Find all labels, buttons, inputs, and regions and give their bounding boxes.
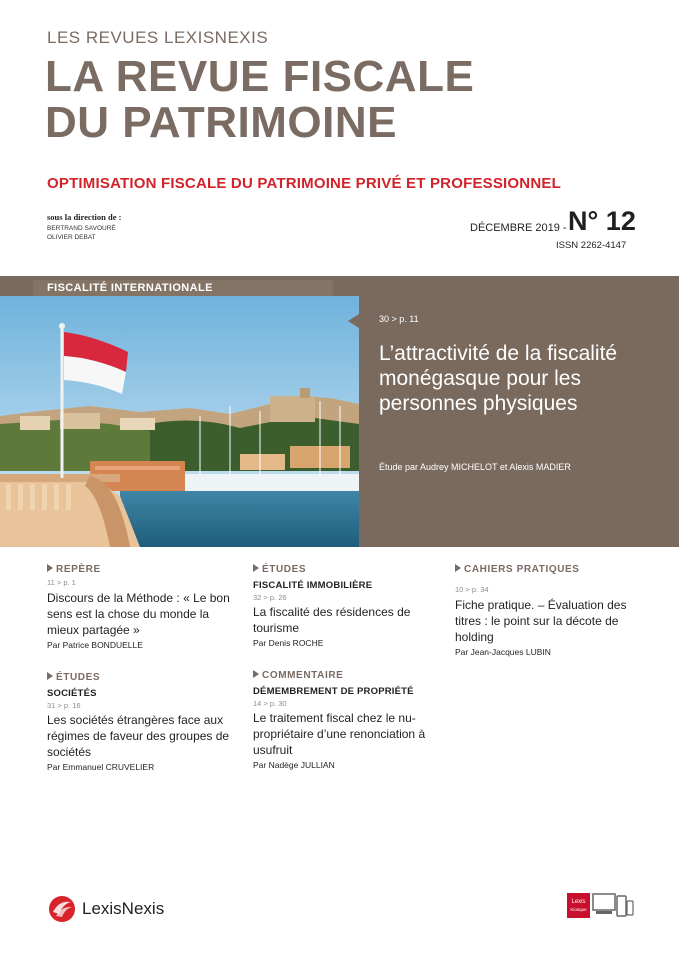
article-title: Le traitement fiscal chez le nu-propriétaire d’une renonciation à usufruit	[253, 711, 426, 757]
article-ref: 31 > p. 16	[47, 701, 81, 710]
section-heading: COMMENTAIRE	[253, 670, 433, 681]
publisher-name: LexisNexis	[82, 899, 165, 918]
devices-icon	[592, 893, 634, 919]
issue-date: DÉCEMBRE 2019 -	[470, 222, 567, 234]
article-cahiers-pratiques[interactable]	[455, 564, 635, 657]
article-fiscalite-immobiliere[interactable]	[253, 564, 433, 648]
feature-author: Étude par Audrey MICHELOT et Alexis MADIER	[379, 462, 571, 472]
article-repere[interactable]	[47, 564, 237, 650]
monaco-photo	[0, 296, 359, 547]
article-title: Les sociétés étrangères face aux régimes de faveur des groupes de sociétés	[47, 713, 230, 759]
series-name: LES REVUES LEXISNEXIS	[47, 28, 269, 47]
feature-section: FISCALITÉ INTERNATIONALE	[47, 282, 213, 294]
article-title: Discours de la Méthode : « Le bon sens est la chose du monde la mieux partagée »	[47, 591, 230, 637]
article-ref: 10 > p. 34	[455, 585, 489, 594]
section-heading: ÉTUDES	[47, 672, 237, 683]
article-author: Par Patrice BONDUELLE	[47, 640, 143, 650]
triangle-icon	[253, 564, 259, 572]
section-heading: ÉTUDES	[253, 564, 433, 575]
triangle-icon	[47, 672, 53, 680]
journal-subtitle: OPTIMISATION FISCALE DU PATRIMOINE PRIVÉ ET PROFESSIONNEL	[47, 175, 561, 192]
article-author: Par Nadège JULLIAN	[253, 760, 335, 770]
monaco-harbour-illustration	[0, 296, 359, 547]
kiosque-line-1: Lexis	[571, 899, 586, 905]
feature-ref: 30 > p. 11	[379, 314, 419, 324]
article-rubric: FISCALITÉ IMMOBILIÈRE	[253, 580, 373, 591]
triangle-icon	[47, 564, 53, 572]
article-ref: 11 > p. 1	[47, 578, 76, 587]
article-title: Fiche pratique. – Évaluation des titres : le point sur la décote de holding	[455, 598, 627, 644]
directors	[47, 224, 116, 242]
director-name: OLIVIER DEBAT	[47, 234, 96, 241]
section-heading: CAHIERS PRATIQUES	[455, 564, 635, 575]
direction-label: sous la direction de :	[47, 212, 122, 222]
lexisnexis-logo-icon	[47, 894, 77, 924]
article-rubric: DÉMEMBREMENT DE PROPRIÉTÉ	[253, 686, 414, 697]
title-line-2: DU PATRIMOINE	[45, 98, 397, 147]
article-rubric: SOCIÉTÉS	[47, 688, 97, 699]
issn: ISSN 2262-4147	[556, 240, 627, 251]
article-author: Par Denis ROCHE	[253, 638, 324, 648]
director-name: BERTRAND SAVOURÉ	[47, 225, 116, 232]
article-author: Par Jean-Jacques LUBIN	[455, 647, 551, 657]
article-ref: 32 > p. 26	[253, 593, 287, 602]
feature-panel	[359, 296, 679, 547]
triangle-icon	[253, 670, 259, 678]
triangle-icon	[455, 564, 461, 572]
article-author: Par Emmanuel CRUVELIER	[47, 762, 155, 772]
issue-number: N° 12	[568, 206, 636, 236]
title-line-1: LA REVUE FISCALE	[45, 52, 475, 101]
feature-notch	[348, 314, 359, 328]
article-title: La fiscalité des résidences de tourisme	[253, 605, 411, 635]
section-heading: REPÈRE	[47, 564, 237, 575]
feature-title[interactable]: L’attractivité de la fiscalité monégasque pour les personnes physiques	[379, 342, 618, 415]
article-commentaire[interactable]	[253, 670, 433, 770]
article-societes[interactable]	[47, 672, 237, 772]
kiosque-line-2: Kiosque	[570, 907, 587, 912]
journal-title	[45, 54, 474, 146]
kiosque-badge	[567, 893, 590, 918]
article-ref: 14 > p. 30	[253, 699, 287, 708]
